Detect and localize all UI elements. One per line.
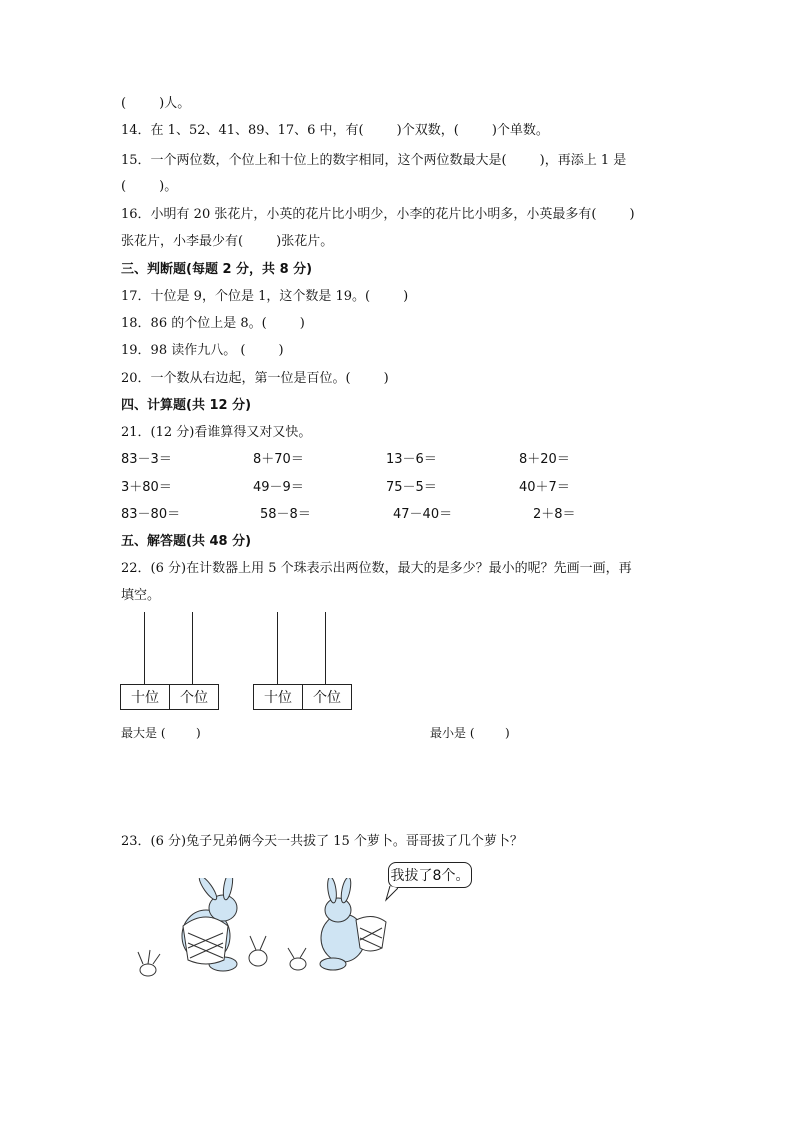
place-value-box bbox=[120, 684, 219, 710]
speech-bubble: 我拔了8个。 bbox=[388, 862, 472, 888]
calc-r1c2: 8＋70＝ bbox=[253, 452, 304, 467]
place-value-box bbox=[253, 684, 352, 710]
q18: 18．86 的个位上是 8。( ) bbox=[121, 316, 305, 331]
calc-r1c1: 83－3＝ bbox=[121, 452, 172, 467]
calc-r2c1: 3＋80＝ bbox=[121, 480, 172, 495]
calc-r3c2: 58－8＝ bbox=[260, 507, 311, 522]
section-4-heading: 四、计算题(共 12 分) bbox=[121, 398, 252, 413]
ones-rod bbox=[192, 612, 193, 684]
section-3-heading: 三、判断题(每题 2 分，共 8 分) bbox=[121, 262, 313, 277]
basket-right bbox=[356, 916, 386, 951]
ones-rod bbox=[325, 612, 326, 684]
q23: 23．(6 分)兔子兄弟俩今天一共拔了 15 个萝卜。哥哥拔了几个萝卜？ bbox=[121, 834, 523, 849]
q15-line1: 15．一个两位数，个位上和十位上的数字相同，这个两位数最大是( )，再添上 1 是 bbox=[121, 153, 627, 168]
calc-r3c3: 47－40＝ bbox=[393, 507, 453, 522]
tens-label: 十位 bbox=[131, 690, 159, 706]
min-answer: 最小是 ( ) bbox=[430, 726, 510, 740]
calc-r1c3: 13－6＝ bbox=[386, 452, 437, 467]
basket-left bbox=[183, 917, 228, 964]
tens-rod bbox=[277, 612, 278, 684]
q13-continuation: ( )人。 bbox=[121, 96, 191, 111]
q17: 17．十位是 9，个位是 1，这个数是 19。( ) bbox=[121, 289, 409, 304]
calc-r2c4: 40＋7＝ bbox=[519, 480, 570, 495]
calc-r3c4: 2＋8＝ bbox=[533, 507, 576, 522]
calc-r3c1: 83－80＝ bbox=[121, 507, 181, 522]
q14: 14．在 1、52、41、89、17、6 中，有( )个双数，( )个单数。 bbox=[121, 123, 549, 138]
q22-line2: 填空。 bbox=[121, 588, 161, 603]
calc-r1c4: 8＋20＝ bbox=[519, 452, 570, 467]
q16-line2: 张花片，小李最少有( )张花片。 bbox=[121, 234, 334, 249]
q22-line1: 22．(6 分)在计数器上用 5 个珠表示出两位数，最大的是多少？最小的呢？先画一画，再 bbox=[121, 561, 632, 576]
q15-line2: ( )。 bbox=[121, 179, 178, 194]
calc-r2c2: 49－9＝ bbox=[253, 480, 304, 495]
q21: 21．(12 分)看谁算得又对又快。 bbox=[121, 425, 312, 440]
q16-line1: 16．小明有 20 张花片，小英的花片比小明少，小李的花片比小明多，小英最多有( ) bbox=[121, 207, 635, 222]
tens-label: 十位 bbox=[264, 690, 292, 706]
rabbits-illustration bbox=[128, 878, 398, 988]
q20: 20．一个数从右边起，第一位是百位。( ) bbox=[121, 371, 389, 386]
section-5-heading: 五、解答题(共 48 分) bbox=[121, 534, 252, 549]
tens-rod bbox=[144, 612, 145, 684]
max-answer: 最大是 ( ) bbox=[121, 726, 201, 740]
ones-label: 个位 bbox=[302, 685, 351, 709]
q19: 19．98 读作九八。 ( ) bbox=[121, 343, 284, 358]
ones-label: 个位 bbox=[169, 685, 218, 709]
calc-r2c3: 75－5＝ bbox=[386, 480, 437, 495]
